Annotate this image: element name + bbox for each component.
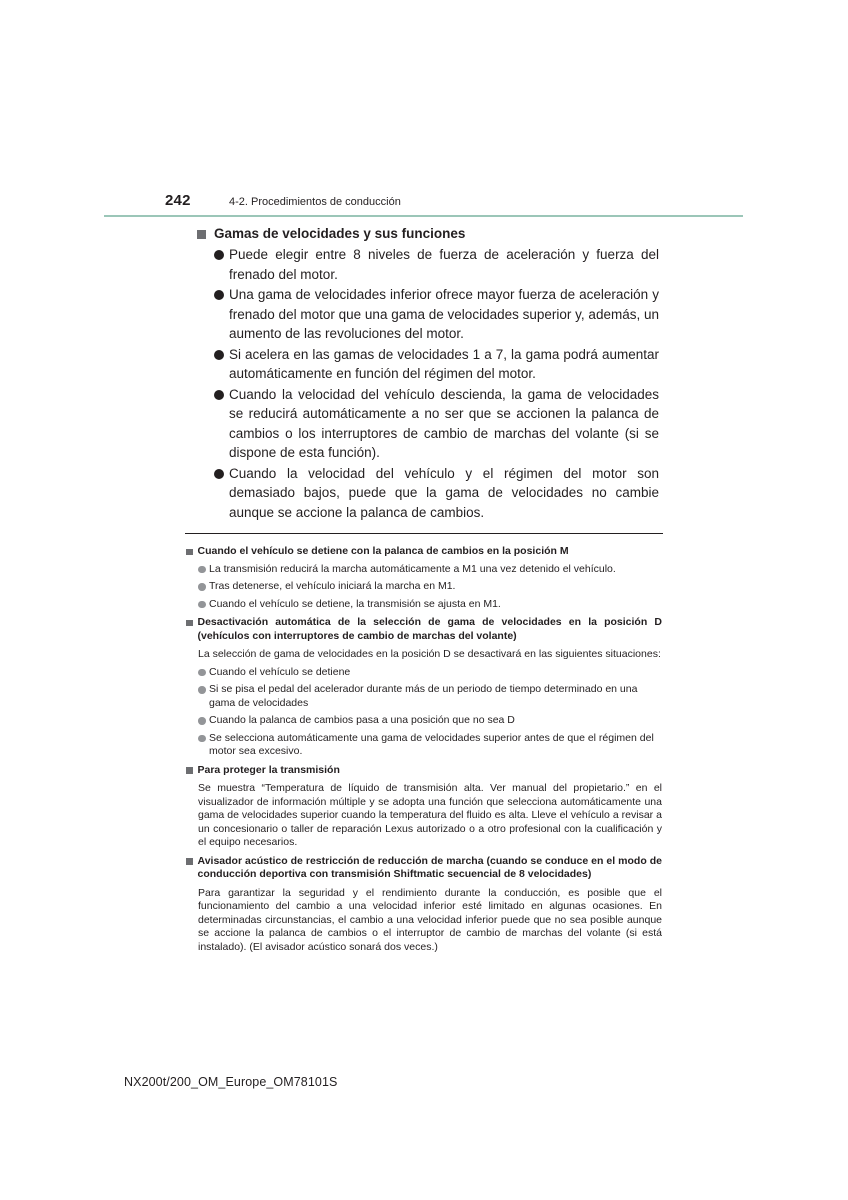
list-item: Una gama de velocidades inferior ofrece mayor fuerza de aceleración y frenado del motor que una gama de velocidades superior y, además, un aumento de las revoluciones del motor. [197, 285, 659, 344]
section-title: 4-2. Procedimientos de conducción [229, 196, 401, 208]
list-item: Si acelera en las gamas de velocidades 1 a 7, la gama podrá aumentar automáticamente en función del régimen del motor. [197, 345, 659, 384]
bullet-icon [214, 290, 224, 300]
list-item: Cuando la velocidad del vehículo descienda, la gama de velocidades se reducirá automáticamente a no ser que se accionen la palanca de cambios o los interruptores de cambio de marchas del volante (si se dispone de esta función). [197, 385, 659, 463]
note-heading: Avisador acústico de restricción de reducción de marcha (cuando se conduce en el modo de conducción deportiva con transmisión Shiftmatic secuencial de 8 velocidades) [186, 855, 662, 882]
list-item: Cuando la palanca de cambios pasa a una posición que no sea D [186, 714, 662, 728]
list-item: Tras detenerse, el vehículo iniciará la marcha en M1. [186, 580, 662, 594]
square-bullet-icon [186, 858, 193, 865]
list-item: Si se pisa el pedal del acelerador durante más de un periodo de tiempo determinado en una gama de velocidades [186, 683, 662, 710]
bullet-icon [214, 350, 224, 360]
bullet-icon [198, 566, 206, 574]
note-heading: Desactivación automática de la selección de gama de velocidades en la posición D (vehículos con interruptores de cambio de marchas del volante) [186, 616, 662, 643]
header-rule [104, 215, 743, 217]
bullet-icon [214, 250, 224, 260]
page-number: 242 [165, 192, 191, 209]
square-bullet-icon [186, 620, 193, 627]
bullet-icon [214, 469, 224, 479]
notes-section [186, 540, 662, 954]
list-item: Cuando el vehículo se detiene, la transmisión se ajusta en M1. [186, 598, 662, 612]
notes-divider [185, 533, 663, 534]
note-heading: Cuando el vehículo se detiene con la palanca de cambios en la posición M [186, 545, 662, 559]
list-item: La transmisión reducirá la marcha automáticamente a M1 una vez detenido el vehículo. [186, 563, 662, 577]
square-bullet-icon [197, 230, 206, 239]
main-heading-text: Gamas de velocidades y sus funciones [214, 226, 466, 241]
main-heading [197, 224, 659, 244]
bullet-icon [198, 669, 206, 677]
bullet-icon [198, 686, 206, 694]
note-paragraph: Se muestra “Temperatura de líquido de transmisión alta. Ver manual del propietario.” en el visualizador de información múltiple y se adopta una función que selecciona automáticamente una gama de velocidades superior cuando la temperatura del fluido es alta. Lleve el vehículo a revisar a un concesionario o taller de reparación Lexus autorizado o a otro profesional con la cualificación y el equipo necesarios. [198, 782, 662, 848]
bullet-icon [214, 390, 224, 400]
note-paragraph: Para garantizar la seguridad y el rendimiento durante la conducción, es posible que el funcionamiento del cambio a una velocidad inferior esté limitado en algunas ocasiones. En determinadas circunstancias, el cambio a una velocidad inferior puede que no sea posible aunque se accione la palanca de cambios o el interruptor de cambio de marchas del volante (si está instalado). (El avisador acústico sonará dos veces.) [198, 886, 662, 953]
bullet-icon [198, 735, 206, 743]
footer-code: NX200t/200_OM_Europe_OM78101S [124, 1075, 338, 1089]
bullet-icon [198, 717, 206, 725]
bullet-icon [198, 583, 206, 591]
note-paragraph: La selección de gama de velocidades en la posición D se desactivará en las siguientes situaciones: [198, 648, 661, 660]
list-item: Cuando el vehículo se detiene [186, 666, 662, 680]
list-item: Se selecciona automáticamente una gama de velocidades superior antes de que el régimen del motor sea excesivo. [186, 732, 662, 759]
square-bullet-icon [186, 549, 193, 556]
list-item: Puede elegir entre 8 niveles de fuerza de aceleración y fuerza del frenado del motor. [197, 245, 659, 284]
main-section [197, 224, 659, 522]
main-list [197, 245, 659, 522]
list-item: Cuando la velocidad del vehículo y el régimen del motor son demasiado bajos, puede que la gama de velocidades no cambie aunque se accione la palanca de cambios. [197, 464, 659, 523]
note-heading: Para proteger la transmisión [186, 764, 662, 778]
note-list [186, 563, 662, 612]
bullet-icon [198, 601, 206, 609]
square-bullet-icon [186, 767, 193, 774]
note-list [186, 666, 662, 759]
